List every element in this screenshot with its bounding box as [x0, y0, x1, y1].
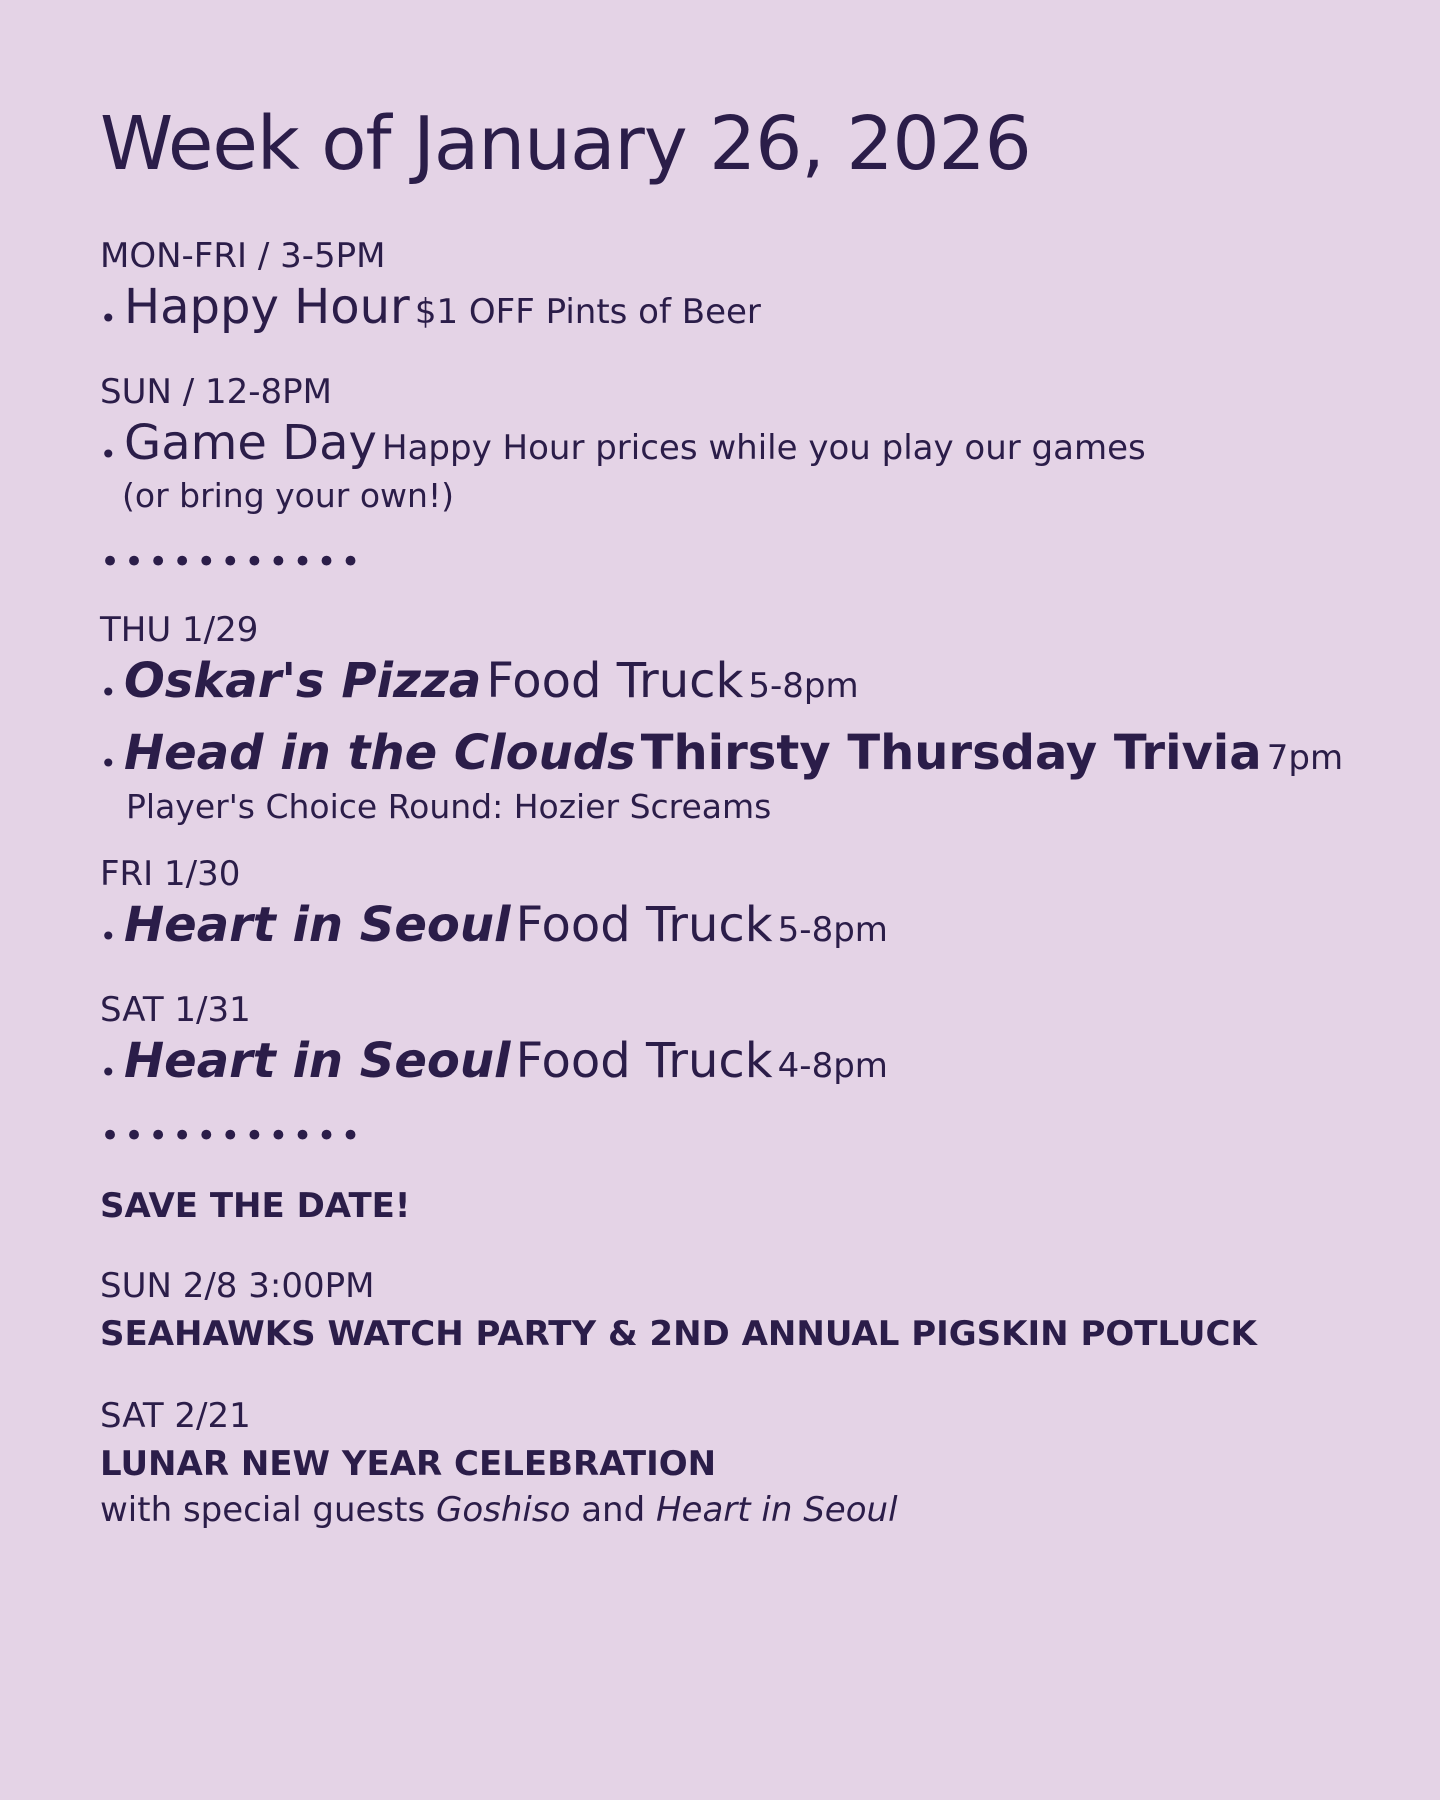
- recurring-happy-hour: [100, 236, 1400, 348]
- event-title: SEAHAWKS WATCH PARTY & 2ND ANNUAL PIGSKIN POTLUCK: [100, 1314, 1257, 1354]
- event-detail: $1 OFF Pints of Beer: [414, 292, 761, 332]
- dot-separator: •••••••••••: [100, 542, 365, 582]
- list-item: [100, 1032, 1400, 1102]
- page-title: Week of January 26, 2026: [100, 101, 1031, 187]
- list-item: [100, 278, 1400, 348]
- day-label: SUN / 12-8PM: [100, 372, 332, 412]
- vendor-name: Heart in Seoul: [124, 1033, 511, 1089]
- event-type: Food Truck: [515, 897, 773, 953]
- day-thursday: [100, 610, 1400, 827]
- upcoming-event: [100, 1394, 1400, 1532]
- list-item: [100, 414, 1400, 484]
- bullet-icon: •: [100, 919, 117, 953]
- event-detail-continued: (or bring your own!): [122, 475, 455, 515]
- bullet-icon: •: [100, 675, 117, 709]
- dot-separator: •••••••••••: [100, 1116, 365, 1156]
- special-guests: [100, 1488, 1400, 1532]
- event-time: 5-8pm: [777, 910, 888, 950]
- day-friday: [100, 854, 1400, 966]
- day-label: FRI 1/30: [100, 854, 241, 894]
- upcoming-event: [100, 1264, 1400, 1356]
- event-date: SAT 2/21: [100, 1396, 251, 1436]
- guest-name: Goshiso: [436, 1490, 571, 1530]
- event-time: 4-8pm: [777, 1046, 888, 1086]
- event-type: Food Truck: [486, 653, 744, 709]
- bullet-icon: •: [100, 1055, 117, 1089]
- bullet-icon: •: [100, 437, 117, 471]
- bullet-icon: •: [100, 301, 117, 335]
- event-name: Happy Hour: [124, 279, 410, 335]
- save-the-date-heading: SAVE THE DATE!: [100, 1186, 411, 1226]
- guests-prefix: with special guests: [100, 1490, 426, 1530]
- list-item: [100, 724, 1400, 794]
- bullet-icon: •: [100, 747, 117, 780]
- event-time: 7pm: [1266, 737, 1344, 778]
- event-name: Game Day: [124, 415, 377, 471]
- event-note: Player's Choice Round: Hozier Screams: [126, 787, 772, 826]
- list-item: [100, 652, 1400, 722]
- event-type: Thirsty Thursday Trivia: [640, 724, 1262, 781]
- event-detail: Happy Hour prices while you play our games: [382, 428, 1146, 468]
- vendor-name: Heart in Seoul: [124, 897, 511, 953]
- day-label: MON-FRI / 3-5PM: [100, 236, 386, 276]
- list-item: [100, 896, 1400, 966]
- day-saturday: [100, 990, 1400, 1102]
- event-title: LUNAR NEW YEAR CELEBRATION: [100, 1444, 717, 1484]
- recurring-game-day: [100, 372, 1400, 516]
- event-date: SUN 2/8 3:00PM: [100, 1266, 375, 1306]
- vendor-name: Oskar's Pizza: [124, 653, 482, 709]
- day-label: SAT 1/31: [100, 990, 251, 1030]
- event-type: Food Truck: [515, 1033, 773, 1089]
- event-time: 5-8pm: [748, 666, 859, 706]
- host-name: Head in the Clouds: [124, 724, 636, 781]
- guests-and: and: [581, 1490, 646, 1530]
- guest-name: Heart in Seoul: [655, 1490, 898, 1530]
- day-label: THU 1/29: [100, 610, 259, 650]
